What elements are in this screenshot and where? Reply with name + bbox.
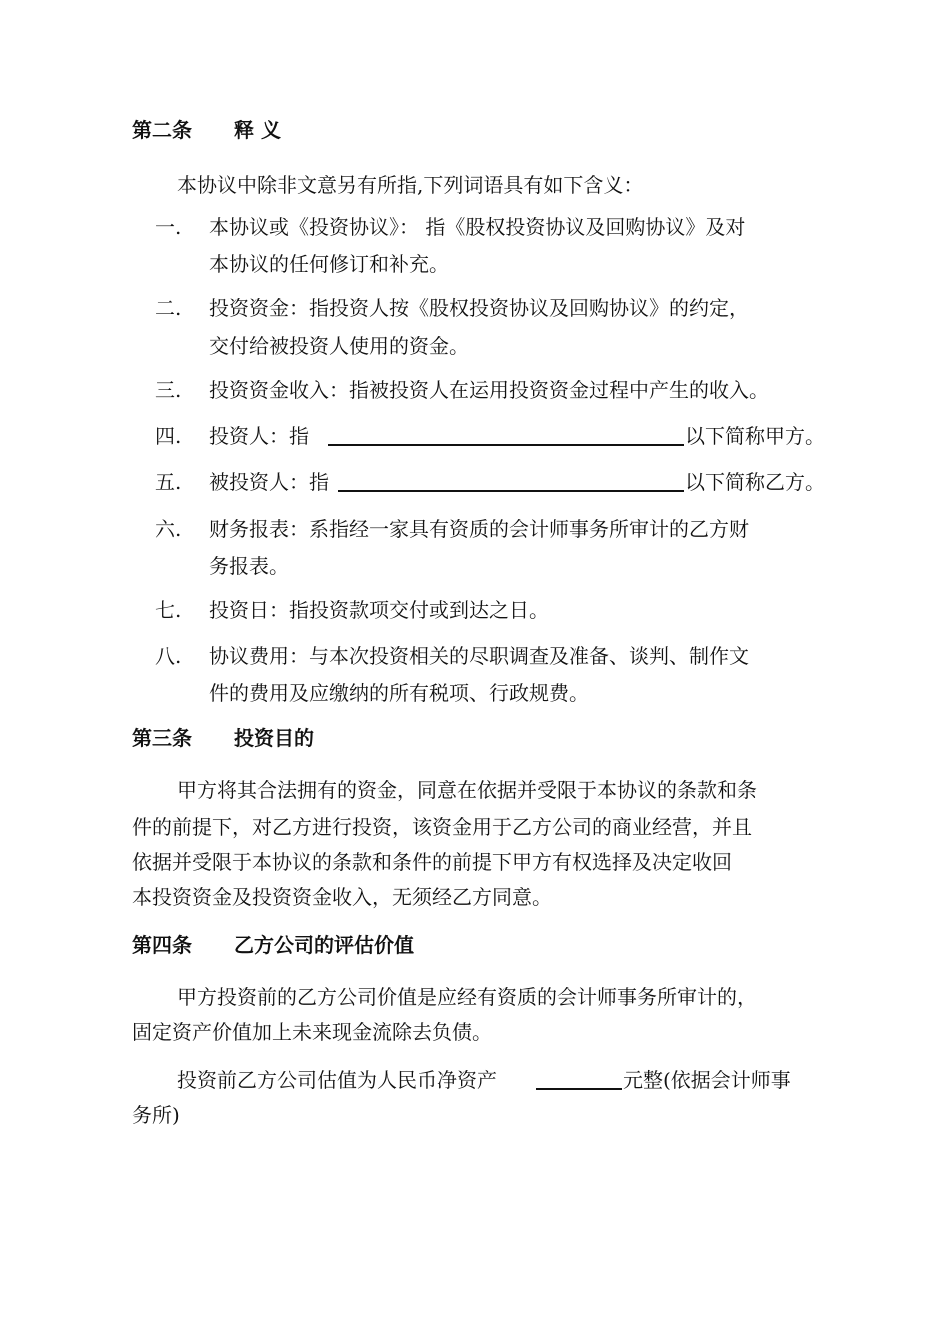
item-4-line xyxy=(209,423,309,449)
article-3-line-4: 本投资资金及投资资金收入，无须经乙方同意。 xyxy=(132,885,552,909)
item-6-line-1: 财务报表：系指经一家具有资质的会计师事务所审计的乙方财 xyxy=(209,517,749,541)
valuation-amount-blank[interactable] xyxy=(536,1088,622,1090)
investee-name-blank[interactable] xyxy=(338,490,684,492)
item-4-prefix: 投资人：指 xyxy=(209,424,309,448)
item-3-line-1: 投资资金收入：指被投资人在运用投资资金过程中产生的收入。 xyxy=(209,378,769,402)
item-2-marker: 二. xyxy=(155,296,182,320)
item-6-marker: 六. xyxy=(155,517,182,541)
item-1-marker: 一. xyxy=(155,215,182,239)
item-2-line-2: 交付给被投资人使用的资金。 xyxy=(209,334,469,358)
article-4-number: 第四条 xyxy=(132,933,192,957)
item-4-suffix: 以下简称甲方。 xyxy=(685,424,825,448)
item-8-line-2: 件的费用及应缴纳的所有税项、行政规费。 xyxy=(209,681,589,705)
article-4-p2-prefix: 投资前乙方公司估值为人民币净资产 xyxy=(177,1068,497,1092)
article-3-line-1: 甲方将其合法拥有的资金，同意在依据并受限于本协议的条款和条 xyxy=(177,778,757,802)
article-3-line-3: 依据并受限于本协议的条款和条件的前提下甲方有权选择及决定收回 xyxy=(132,850,732,874)
article-3-line-2: 件的前提下，对乙方进行投资，该资金用于乙方公司的商业经营，并且 xyxy=(132,815,752,839)
article-2-intro: 本协议中除非文意另有所指,下列词语具有如下含义： xyxy=(177,173,644,197)
item-5-prefix: 被投资人：指 xyxy=(209,470,329,494)
article-4-p1-line-2: 固定资产价值加上未来现金流除去负债。 xyxy=(132,1020,492,1044)
article-3-title: 投资目的 xyxy=(234,726,314,750)
article-4-p2-suffix: 元整(依据会计师事 xyxy=(623,1068,791,1092)
item-1-line-2: 本协议的任何修订和补充。 xyxy=(209,252,449,276)
item-5-line xyxy=(209,469,329,495)
item-6-line-2: 务报表。 xyxy=(209,554,289,578)
article-3-number: 第三条 xyxy=(132,726,192,750)
item-2-line-1: 投资资金：指投资人按《股权投资协议及回购协议》的约定， xyxy=(209,296,749,320)
article-2-title: 释 义 xyxy=(234,118,281,142)
article-2-number: 第二条 xyxy=(132,118,192,142)
investor-name-blank[interactable] xyxy=(328,444,684,446)
item-1-line-1: 本协议或《投资协议》： 指《股权投资协议及回购协议》及对 xyxy=(209,215,746,239)
item-4-marker: 四. xyxy=(155,424,182,448)
article-4-p2-line-2: 务所) xyxy=(132,1103,180,1127)
item-7-line-1: 投资日：指投资款项交付或到达之日。 xyxy=(209,598,549,622)
item-7-marker: 七. xyxy=(155,598,182,622)
item-8-marker: 八. xyxy=(155,644,182,668)
item-5-marker: 五. xyxy=(155,470,182,494)
article-3-heading xyxy=(132,725,314,751)
item-8-line-1: 协议费用：与本次投资相关的尽职调查及准备、谈判、制作文 xyxy=(209,644,749,668)
article-4-p1-line-1: 甲方投资前的乙方公司价值是应经有资质的会计师事务所审计的， xyxy=(177,985,757,1009)
item-3-marker: 三. xyxy=(155,378,182,402)
article-4-title: 乙方公司的评估价值 xyxy=(234,933,414,957)
item-5-suffix: 以下简称乙方。 xyxy=(685,470,825,494)
article-4-heading xyxy=(132,932,414,958)
article-2-heading xyxy=(132,117,281,143)
